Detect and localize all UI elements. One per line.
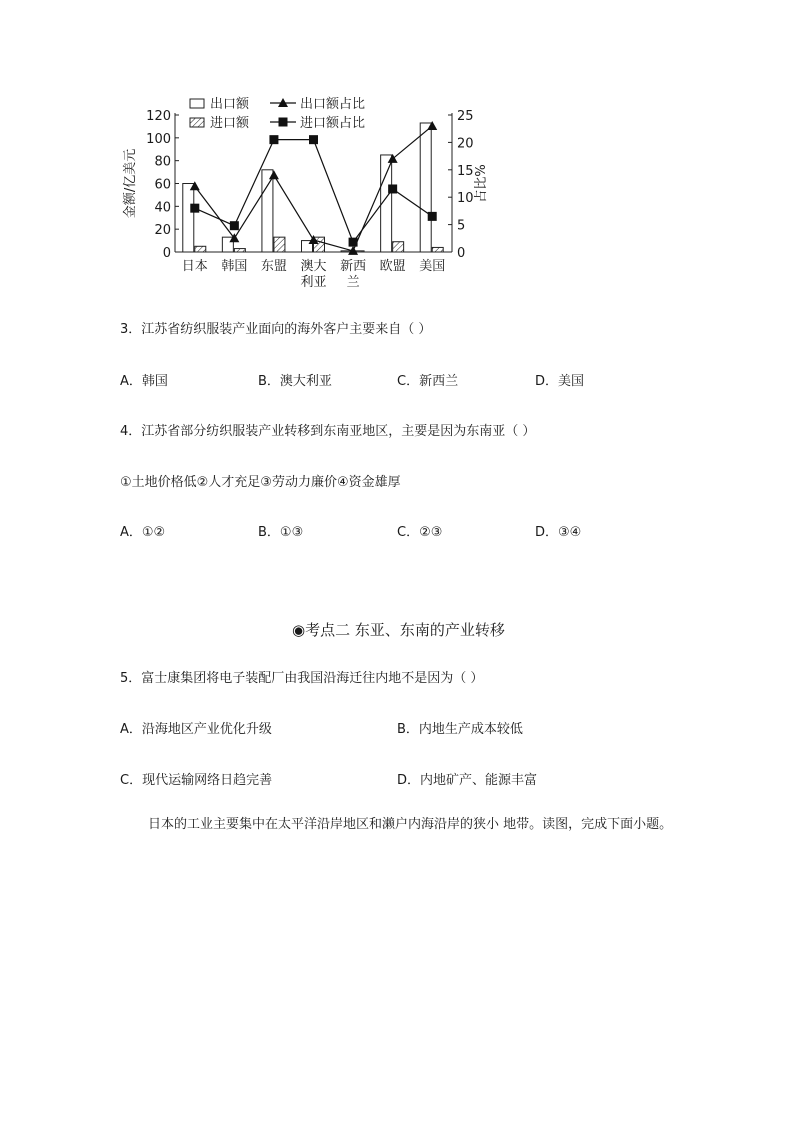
legend-swatch-export [190, 99, 204, 108]
left-tick-label: 80 [154, 154, 171, 170]
import-bar [393, 242, 404, 252]
left-tick-label: 20 [154, 223, 171, 239]
category-label: 日本 [181, 259, 208, 274]
question-3-option-d[interactable]: D．美国 [535, 374, 585, 389]
question-3-option-b[interactable]: B．澳大利亚 [258, 374, 332, 389]
category-label: 东盟 [260, 259, 287, 274]
category-label: 韩国 [221, 259, 248, 274]
question-4-statements: ①土地价格低②人才充足③劳动力廉价④资金雄厚 [120, 475, 401, 490]
question-5-stem: 5．富士康集团将电子装配厂由我国沿海迁往内地不是因为（ ） [120, 671, 484, 686]
question-5-option-b[interactable]: B．内地生产成本较低 [397, 722, 523, 737]
left-tick-label: 100 [146, 131, 171, 147]
question-3-option-c[interactable]: C．新西兰 [397, 374, 459, 389]
question-3-option-a[interactable]: A．韩国 [120, 374, 168, 389]
right-tick-label: 25 [457, 109, 474, 124]
legend-label-import-share: 进口额占比 [300, 116, 366, 131]
question-5-option-a[interactable]: A．沿海地区产业优化升级 [120, 722, 272, 737]
y-axis-title: 金额/亿美元 [123, 148, 138, 219]
question-4-stem: 4．江苏省部分纺织服装产业转移到东南亚地区，主要是因为东南亚（ ） [120, 424, 536, 439]
import-bar [432, 247, 443, 252]
import-bar [234, 249, 245, 252]
import-bar [195, 246, 206, 252]
section-heading: ◉考点二 东亚、东南的产业转移 [292, 621, 505, 639]
import-share-marker [428, 212, 437, 221]
question-4-option-c[interactable]: C．②③ [397, 525, 443, 540]
export-bar [420, 123, 431, 252]
import-share-marker [230, 221, 239, 230]
category-label: 澳大 [300, 259, 327, 274]
legend-marker-import-share [279, 118, 288, 127]
export-bar [183, 184, 194, 253]
left-tick-label: 0 [162, 246, 171, 261]
left-tick-label: 60 [154, 177, 171, 193]
category-label: 美国 [419, 259, 446, 274]
question-4-option-b[interactable]: B．①③ [258, 525, 304, 540]
y2-axis-title: 占比% [474, 164, 489, 203]
trade-chart [110, 90, 490, 300]
import-share-marker [190, 204, 199, 213]
legend-label-import: 进口额 [210, 116, 250, 131]
left-tick-label: 40 [154, 200, 171, 216]
import-share-marker [269, 135, 278, 144]
question-4-option-a[interactable]: A．①② [120, 525, 166, 540]
question-4-option-d[interactable]: D．③④ [535, 525, 582, 540]
legend-label-export-share: 出口额占比 [300, 97, 366, 112]
category-label: 兰 [346, 275, 360, 290]
right-tick-label: 5 [457, 218, 466, 234]
right-tick-label: 20 [457, 136, 474, 152]
import-share-marker [349, 238, 358, 247]
category-label: 利亚 [300, 275, 327, 290]
intro-paragraph: 日本的工业主要集中在太平洋沿岸地区和濑户内海沿岸的狭小 地带。读图，完成下面小题。 [148, 817, 673, 832]
legend-swatch-import [190, 118, 204, 127]
category-label: 新西 [340, 259, 367, 274]
right-tick-label: 15 [457, 163, 474, 179]
right-tick-label: 0 [457, 246, 466, 261]
question-3-stem: 3．江苏省纺织服装产业面向的海外客户主要来自（ ） [120, 322, 432, 337]
left-tick-label: 120 [146, 109, 171, 124]
question-5-option-c[interactable]: C．现代运输网络日趋完善 [120, 773, 273, 788]
question-5-option-d[interactable]: D．内地矿产、能源丰富 [397, 773, 538, 788]
import-bar [274, 237, 285, 252]
legend-label-export: 出口额 [210, 97, 250, 112]
right-tick-label: 10 [457, 191, 474, 207]
import-share-marker [388, 184, 397, 193]
export-bar [262, 170, 273, 252]
category-label: 欧盟 [379, 259, 406, 274]
import-share-marker [309, 135, 318, 144]
